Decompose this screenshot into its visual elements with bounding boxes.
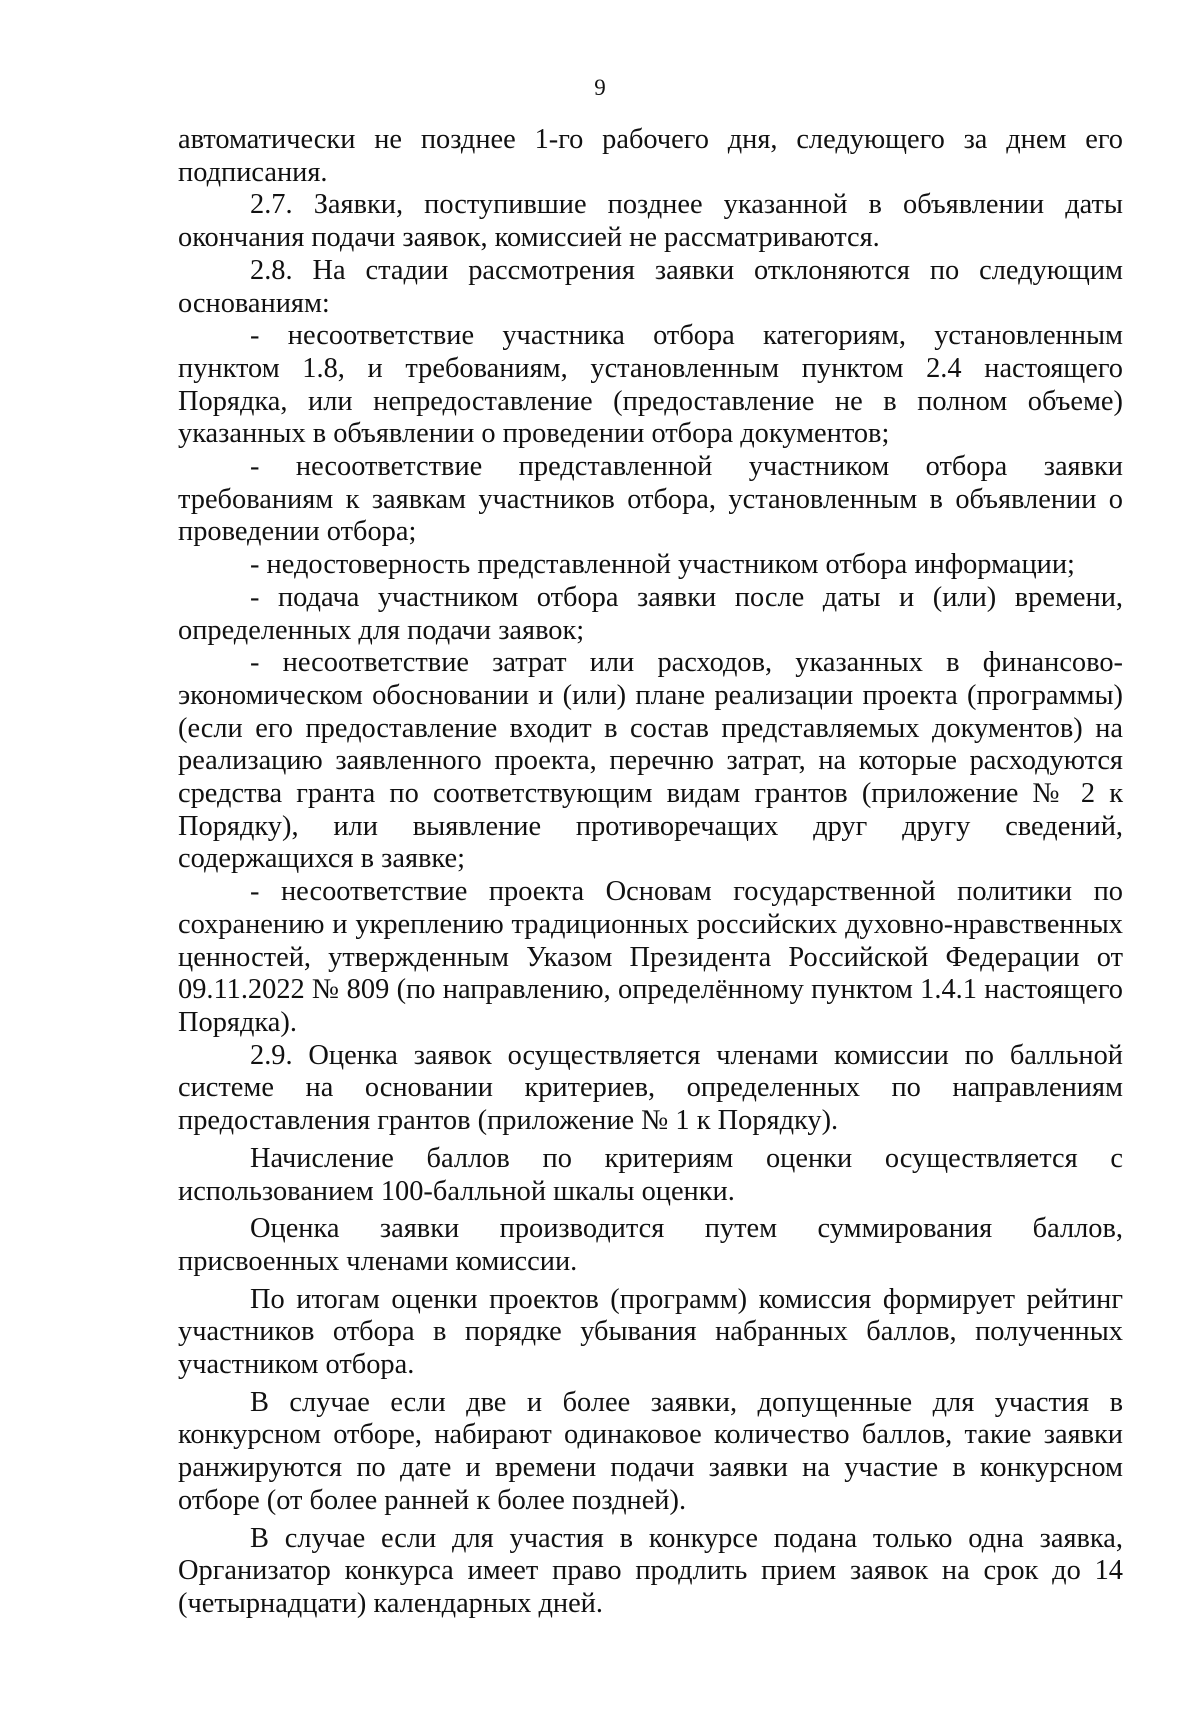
list-item-costs-mismatch: - несоответствие затрат или расходов, указанных в финансово-экономическом обосновании и (или) плане реализации проекта (программы) (если его предоставление входит в состав представляемых документов) на реализацию заявленного проекта, перечню затрат, на которые расходуются средства гранта по соответствующим видам грантов (приложение № 2 к Порядку), или выявление противоречащих друг другу сведений, содержащихся в заявке; [178,647,1123,875]
paragraph-equal-scores: В случае если две и более заявки, допущенные для участия в конкурсном отборе, набирают одинаковое количество баллов, такие заявки ранжируются по дате и времени подачи заявки на участие в конкурсном отборе (от более ранней к более поздней). [178,1386,1123,1516]
document-body [178,124,1123,1621]
paragraph-score-summation: Оценка заявки производится путем суммирования баллов, присвоенных членами комиссии. [178,1213,1123,1277]
paragraph-2-8: 2.8. На стадии рассмотрения заявки отклоняются по следующим основаниям: [178,254,1123,319]
paragraph-rating: По итогам оценки проектов (программ) комиссия формирует рейтинг участников отбора в порядке убывания набранных баллов, полученных участником отбора. [178,1283,1123,1381]
list-item-late-submission: - подача участником отбора заявки после даты и (или) времени, определенных для подачи заявок; [178,581,1123,646]
paragraph-single-application: В случае если для участия в конкурсе подана только одна заявка, Организатор конкурса имеет право продлить прием заявок на срок до 14 (четырнадцати) календарных дней. [178,1522,1123,1619]
list-item-application-requirements: - несоответствие представленной участником отбора заявки требованиям к заявкам участников отбора, установленным в объявлении о проведении отбора; [178,451,1123,548]
page-number: 9 [594,75,606,100]
paragraph-scoring-scale: Начисление баллов по критериям оценки осуществляется с использованием 100-балльной шкалы оценки. [178,1142,1123,1207]
list-item-values-mismatch: - несоответствие проекта Основам государственной политики по сохранению и укреплению традиционных российских духовно-нравственных ценностей, утвержденным Указом Президента Российской Федерации от 09.11.2022 № 809 (по направлению, определённому пунктом 1.4.1 настоящего Порядка). [178,876,1123,1038]
paragraph-continuation: автоматически не позднее 1-го рабочего дня, следующего за днем его подписания. [178,124,1123,188]
paragraph-2-7: 2.7. Заявки, поступившие позднее указанной в объявлении даты окончания подачи заявок, комиссией не рассматриваются. [178,189,1123,254]
list-item-unreliable-info: - недостоверность представленной участником отбора информации; [250,549,1075,581]
paragraph-2-9: 2.9. Оценка заявок осуществляется членами комиссии по балльной системе на основании критериев, определенных по направлениям предоставления грантов (приложение № 1 к Порядку). [178,1039,1123,1137]
list-item-category-mismatch: - несоответствие участника отбора категориям, установленным пунктом 1.8, и требованиям, установленным пунктом 2.4 настоящего Порядка, или непредоставление (предоставление не в полном объеме) указанных в объявлении о проведении отбора документов; [178,320,1123,450]
